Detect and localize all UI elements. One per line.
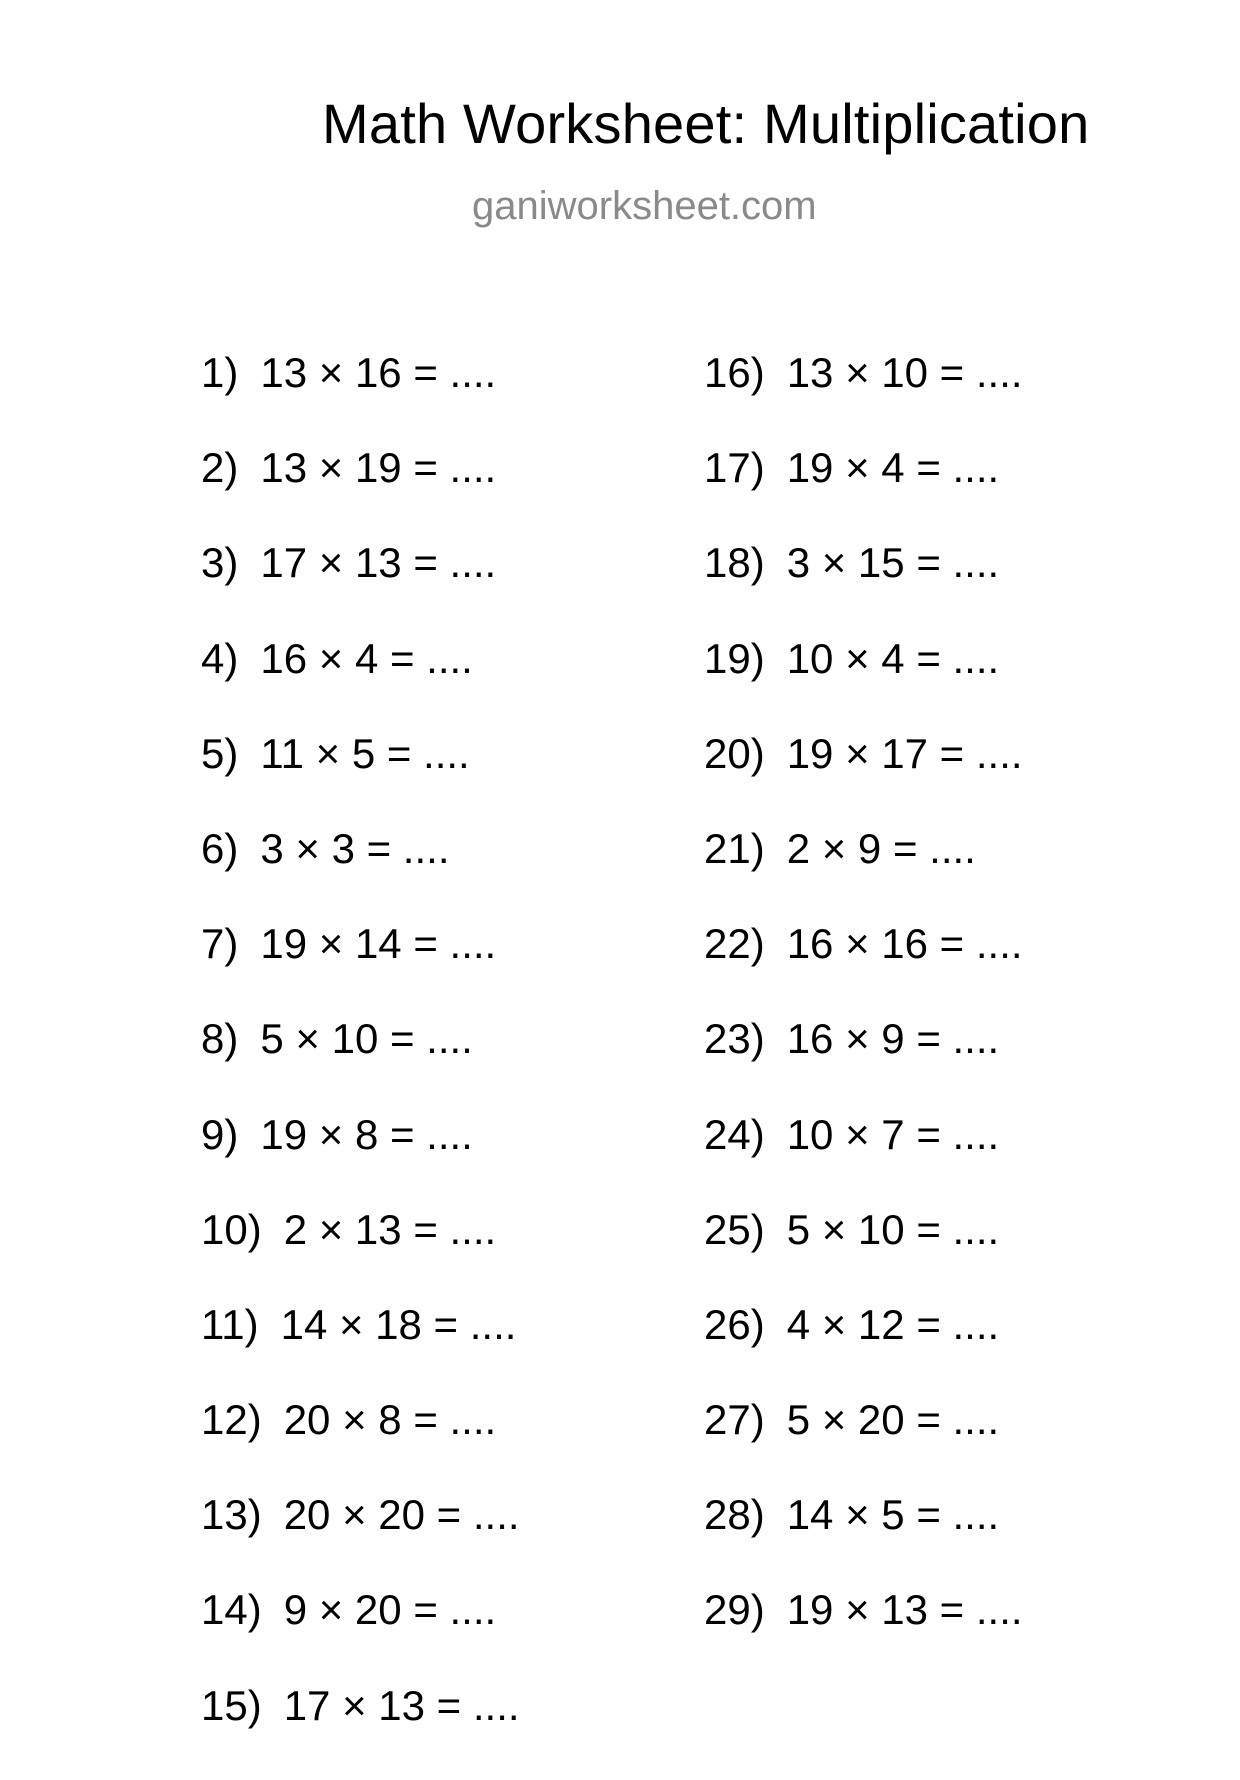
problem-number: 14) xyxy=(201,1586,262,1634)
problem-item xyxy=(201,1491,520,1589)
problem-number: 9) xyxy=(201,1110,239,1158)
source-website: ganiworksheet.com xyxy=(472,184,817,228)
problem-expression: 19 × 13 = .... xyxy=(786,1586,1023,1634)
problem-number: 13) xyxy=(201,1491,262,1539)
problem-number: 6) xyxy=(201,824,239,872)
problem-number: 18) xyxy=(704,539,765,587)
problem-number: 1) xyxy=(201,349,239,396)
problem-item xyxy=(201,1015,520,1113)
problem-number: 21) xyxy=(704,824,765,872)
problem-expression: 13 × 10 = .... xyxy=(786,349,1023,396)
problem-item xyxy=(201,729,520,828)
problem-item xyxy=(201,1205,520,1304)
problem-number: 19) xyxy=(704,634,765,682)
problem-expression: 14 × 18 = .... xyxy=(280,1300,517,1348)
problem-number: 11) xyxy=(201,1300,259,1348)
problem-item xyxy=(201,1586,520,1684)
problem-number: 25) xyxy=(704,1205,765,1253)
problem-expression: 17 × 13 = .... xyxy=(283,1681,520,1729)
problem-item xyxy=(704,729,1023,828)
problem-expression: 9 × 20 = .... xyxy=(283,1586,497,1634)
problem-item xyxy=(201,634,520,733)
problem-item xyxy=(704,634,1023,733)
problem-number: 28) xyxy=(704,1491,765,1539)
problem-number: 27) xyxy=(704,1396,765,1444)
problem-item xyxy=(704,1300,1023,1399)
problem-item xyxy=(704,824,1023,923)
problem-expression: 19 × 4 = .... xyxy=(786,444,1000,492)
problem-number: 22) xyxy=(704,920,765,968)
problem-item xyxy=(201,1110,520,1209)
problem-item xyxy=(704,1205,1023,1304)
problem-expression: 17 × 13 = .... xyxy=(260,539,497,587)
problem-expression: 10 × 4 = .... xyxy=(786,634,1000,682)
problem-item xyxy=(704,1491,1023,1589)
problem-number: 8) xyxy=(201,1015,239,1063)
problem-expression: 5 × 10 = .... xyxy=(260,1015,473,1063)
problem-number: 16) xyxy=(704,349,765,396)
problem-item xyxy=(704,444,1023,542)
problem-expression: 5 × 10 = .... xyxy=(786,1205,1000,1253)
problem-number: 2) xyxy=(201,444,239,492)
problem-expression: 19 × 17 = .... xyxy=(786,729,1023,777)
problem-expression: 19 × 8 = .... xyxy=(260,1110,473,1158)
problem-expression: 13 × 16 = .... xyxy=(260,349,497,396)
problem-number: 20) xyxy=(704,729,765,777)
problem-number: 4) xyxy=(201,634,239,682)
page-title: Math Worksheet: Multiplication xyxy=(322,92,1090,155)
problem-item xyxy=(704,1015,1023,1113)
problem-item xyxy=(704,1396,1023,1494)
problem-item xyxy=(704,539,1023,637)
problem-expression: 11 × 5 = .... xyxy=(260,729,470,777)
problem-expression: 16 × 16 = .... xyxy=(786,920,1023,968)
problem-expression: 2 × 9 = .... xyxy=(786,824,976,872)
problem-expression: 3 × 15 = .... xyxy=(786,539,1000,587)
problem-item xyxy=(201,349,520,447)
problem-number: 10) xyxy=(201,1205,262,1253)
problem-expression: 14 × 5 = .... xyxy=(786,1491,1000,1539)
problem-expression: 3 × 3 = .... xyxy=(260,824,450,872)
problem-number: 29) xyxy=(704,1586,765,1634)
problem-column-left xyxy=(201,349,520,1780)
problem-item xyxy=(201,444,520,542)
problem-item xyxy=(201,1300,520,1399)
problem-item xyxy=(704,1110,1023,1209)
problem-item xyxy=(201,920,520,1018)
problem-item xyxy=(201,1681,520,1780)
problem-item xyxy=(704,349,1023,447)
problem-number: 5) xyxy=(201,729,239,777)
problem-expression: 4 × 12 = .... xyxy=(786,1300,1000,1348)
problem-expression: 20 × 20 = .... xyxy=(283,1491,520,1539)
problem-item xyxy=(201,539,520,637)
problem-number: 24) xyxy=(704,1110,765,1158)
problem-item xyxy=(201,824,520,923)
problem-expression: 2 × 13 = .... xyxy=(283,1205,497,1253)
problem-expression: 20 × 8 = .... xyxy=(283,1396,497,1444)
problem-expression: 16 × 4 = .... xyxy=(260,634,473,682)
problem-expression: 5 × 20 = .... xyxy=(786,1396,1000,1444)
problem-item xyxy=(704,1586,1023,1684)
problem-item xyxy=(704,920,1023,1018)
problem-number: 23) xyxy=(704,1015,765,1063)
problem-number: 3) xyxy=(201,539,239,587)
problem-number: 17) xyxy=(704,444,765,492)
problem-number: 7) xyxy=(201,920,239,968)
problem-number: 15) xyxy=(201,1681,262,1729)
problem-expression: 16 × 9 = .... xyxy=(786,1015,1000,1063)
problem-number: 26) xyxy=(704,1300,765,1348)
problem-column-right xyxy=(704,349,1023,1685)
problem-expression: 19 × 14 = .... xyxy=(260,920,497,968)
problem-number: 12) xyxy=(201,1396,262,1444)
problem-expression: 10 × 7 = .... xyxy=(786,1110,1000,1158)
problem-expression: 13 × 19 = .... xyxy=(260,444,497,492)
problem-item xyxy=(201,1396,520,1494)
